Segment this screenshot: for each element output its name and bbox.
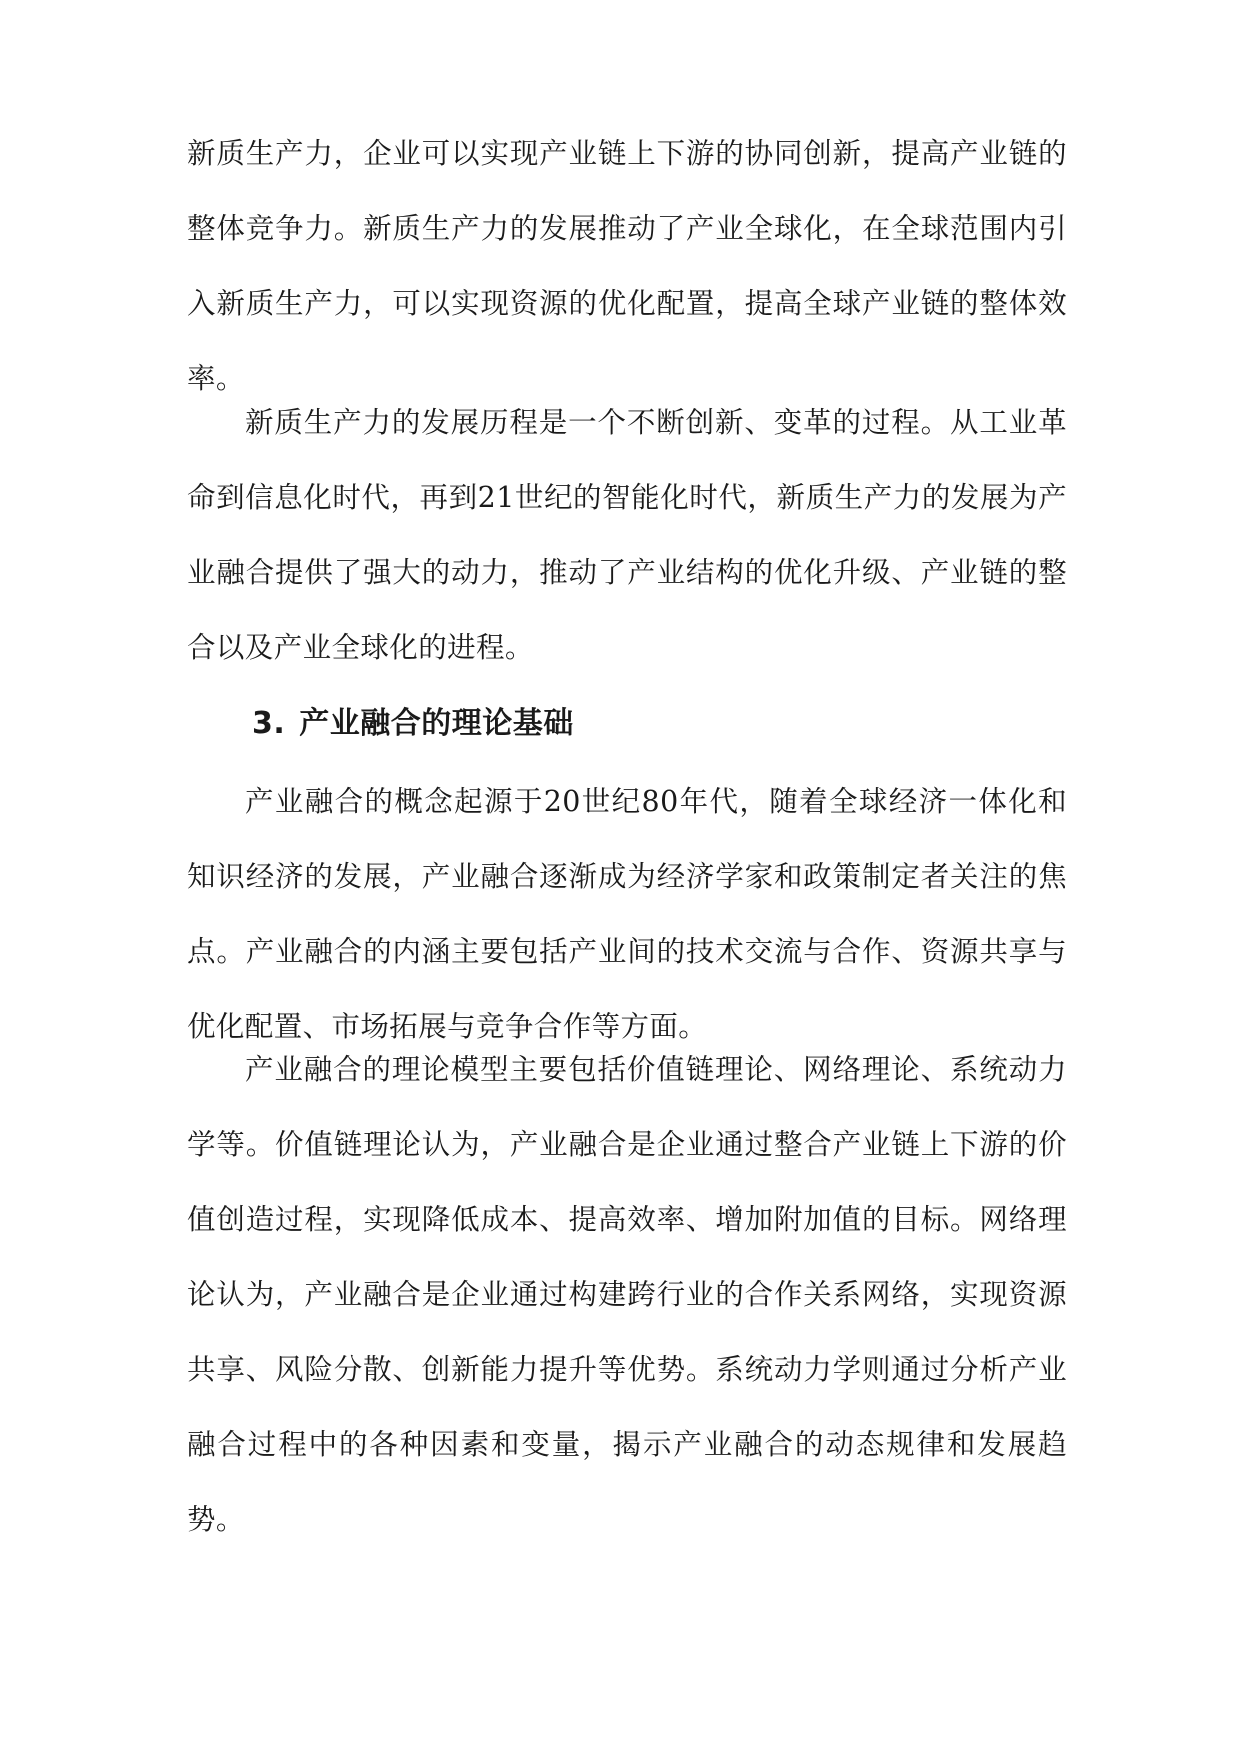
- paragraph-industry-convergence-concept: 产业融合的概念起源于20世纪80年代，随着全球经济一体化和知识经济的发展，产业融合逐渐成为经济学家和政策制定者关注的焦点。产业融合的内涵主要包括产业间的技术交流与合作、资源共享与优化配置、市场拓展与竞争合作等方面。: [187, 785, 1067, 1043]
- paragraph-theoretical-models: 产业融合的理论模型主要包括价值链理论、网络理论、系统动力学等。价值链理论认为，产业融合是企业通过整合产业链上下游的价值创造过程，实现降低成本、提高效率、增加附加值的目标。网络理论认为，产业融合是企业通过构建跨行业的合作关系网络，实现资源共享、风险分散、创新能力提升等优势。系统动力学则通过分析产业融合过程中的各种因素和变量，揭示产业融合的动态规律和发展趋势。: [187, 1053, 1067, 1536]
- section-heading: [252, 704, 574, 744]
- section-title: 产业融合的理论基础: [299, 706, 574, 741]
- paragraph-development-history: 新质生产力的发展历程是一个不断创新、变革的过程。从工业革命到信息化时代，再到21世纪的智能化时代，新质生产力的发展为产业融合提供了强大的动力，推动了产业结构的优化升级、产业链的整合以及产业全球化的进程。: [187, 406, 1067, 664]
- paragraph-continuation: 新质生产力，企业可以实现产业链上下游的协同创新，提高产业链的整体竞争力。新质生产力的发展推动了产业全球化，在全球范围内引入新质生产力，可以实现资源的优化配置，提高全球产业链的整体效率。: [187, 137, 1067, 395]
- section-number: 3.: [252, 706, 286, 741]
